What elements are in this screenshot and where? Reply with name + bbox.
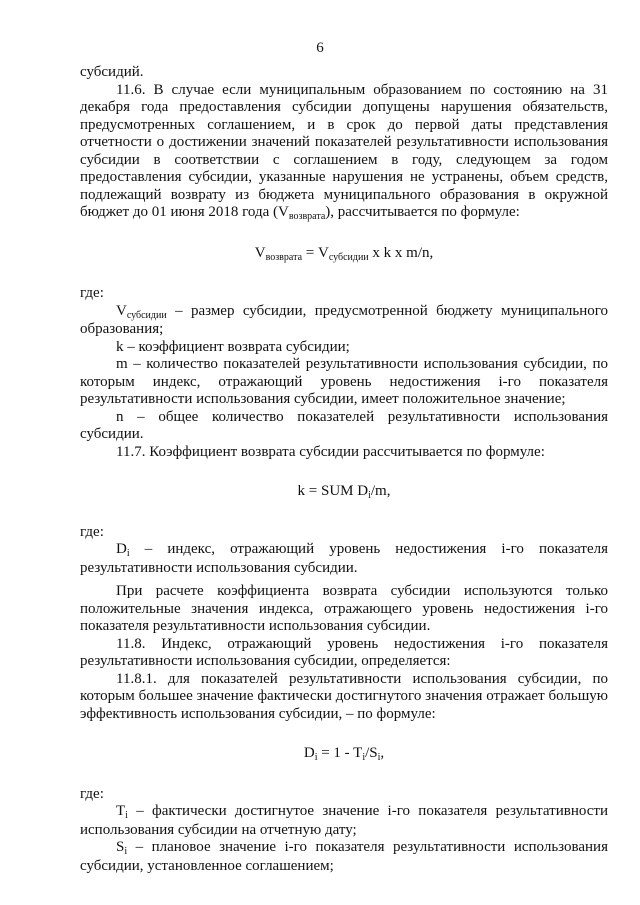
paragraph-11-8: 11.8. Индекс, отражающий уровень недостижения i-го показателя результативности использования субсидии, определяется:: [80, 635, 608, 669]
def-t-sub: i: [125, 810, 128, 821]
where-label-2: где:: [80, 523, 104, 540]
def-v-sub: субсидии: [126, 309, 167, 321]
formula3-mid: = 1 - T: [317, 745, 363, 761]
formula1-v: V: [254, 244, 266, 261]
paragraph-11-6-text: 11.6. В случае если муниципальным образованием по состоянию на 31 декабря года предоставления субсидии допущены нарушения обязательств, предусмотренных соглашением, и в срок до первой даты представления отчетности о достижении значений показателей результативности использования субсидии в соответствии с соглашением в году, следующем за годом предоставления субсидии, указанные нарушения не устранены, объем средств, подлежащий возврату из бюджета муниципального образования в окружной бюджет до 01 июня 2018 года (V: [80, 81, 608, 220]
formula3-end: ,: [380, 745, 385, 761]
definition-t: [80, 803, 608, 839]
paragraph-11-6: [80, 82, 608, 223]
paragraph-11-8-1: 11.8.1. для показателей результативности использования субсидии, по которым большее значение фактически достигнутого значения отражает большую эффективность использования субсидии, – по формуле:: [80, 670, 608, 722]
document-body: [80, 64, 608, 875]
page-number: 6: [316, 40, 324, 56]
def-v-text: – размер субсидии, предусмотренной бюджету муниципального образования;: [80, 302, 608, 337]
formula1-sub2: субсидии: [328, 251, 369, 263]
definition-v-subsidii: [80, 303, 608, 339]
paragraph-calculation: При расчете коэффициента возврата субсидии используются только положительные значения индекса, отражающего уровень недостижения i-го показателя результативности использования субсидии.: [80, 583, 608, 634]
def-s-letter: S: [116, 839, 125, 855]
definition-m: m – количество показателей результативности использования субсидии, по которым индекс, отражающий уровень недостижения i-го показателя результативности использования субсидии, имеет положительное значение;: [80, 356, 608, 407]
formula3-d: D: [303, 745, 315, 761]
definition-d: [80, 541, 608, 577]
formula3-sub3: i: [377, 752, 381, 763]
definition-k: k – коэффициент возврата субсидии;: [116, 338, 350, 355]
formula3-sub2: i: [362, 752, 366, 763]
def-d-sub: i: [126, 548, 130, 559]
def-v-letter: V: [116, 302, 127, 319]
paragraph-intro: субсидий.: [80, 64, 144, 80]
formula3-slash: /S: [365, 745, 378, 761]
where-label-1: где:: [80, 285, 104, 301]
def-s-text: – плановое значение i-го показателя результативности использования субсидии, установленное соглашением;: [80, 839, 608, 874]
formula1-eq: = V: [302, 244, 329, 261]
formula1-rest: x k x m/n,: [368, 244, 434, 261]
formula2-sub: i: [368, 490, 371, 501]
formula1-sub1: возврата: [265, 251, 303, 263]
definition-n: n – общее количество показателей результативности использования субсидии.: [80, 408, 608, 442]
def-t-text: – фактически достигнутое значение i-го показателя результативности использования субсидии на отчетную дату;: [80, 803, 608, 838]
def-t-letter: T: [116, 803, 126, 819]
paragraph-11-7: 11.7. Коэффициент возврата субсидии рассчитывается по формуле:: [116, 443, 545, 460]
def-s-sub: i: [124, 846, 128, 857]
formula3-sub1: i: [314, 752, 318, 763]
formula-d: [80, 745, 608, 764]
formula2-post: /m,: [370, 483, 391, 499]
paragraph-11-6-tail: ), рассчитывается по формуле:: [325, 204, 520, 220]
def-d-letter: D: [116, 541, 127, 557]
formula-k: [80, 483, 608, 502]
def-d-text: – индекс, отражающий уровень недостижения i-го показателя результативности использования субсидии.: [80, 541, 608, 576]
where-label-3: где:: [80, 785, 104, 802]
formula-vozvrata: [80, 245, 608, 264]
formula2-pre: k = SUM D: [297, 483, 369, 499]
definition-s: [80, 839, 608, 875]
paragraph-11-6-subscript: возврата: [288, 211, 326, 222]
